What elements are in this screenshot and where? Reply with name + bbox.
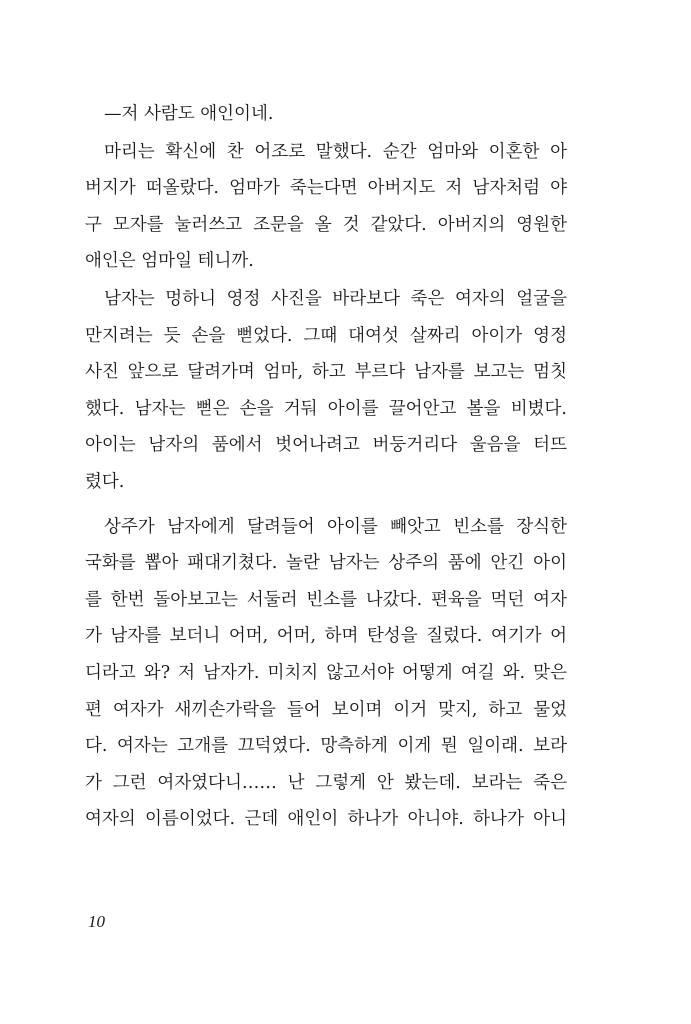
text-line: —저 사람도 애인이네. (104, 104, 274, 124)
text-line: 마리는 확신에 찬 어조로 말했다. 순간 엄마와 이혼한 아 (104, 141, 567, 162)
text-line: 구 모자를 눌러쓰고 조문을 올 것 같았다. 아버지의 영원한 (85, 214, 567, 235)
text-line: 상주가 남자에게 달려들어 아이를 빼앗고 빈소를 장식한 (104, 516, 567, 537)
paragraph (85, 134, 567, 280)
page-number: 10 (88, 912, 105, 931)
text-line: 애인은 엄마일 테니까. (85, 251, 254, 272)
body-text (85, 96, 567, 838)
text-line: 여자의 이름이었다. 근데 애인이 하나가 아니야. 하나가 아니 (85, 809, 567, 830)
paragraph (85, 509, 567, 838)
text-line: 남자는 멍하니 영정 사진을 바라보다 죽은 여자의 얼굴을 (104, 288, 567, 309)
text-line: 했다. 남자는 뻗은 손을 거둬 아이를 끌어안고 볼을 비볐다. (85, 398, 567, 419)
text-line: 국화를 뽑아 패대기쳤다. 놀란 남자는 상주의 품에 안긴 아이 (85, 553, 567, 574)
paragraph (85, 281, 567, 501)
text-line: 렸다. (85, 471, 125, 492)
text-line: 사진 앞으로 달려가며 엄마, 하고 부르다 남자를 보고는 멈칫 (85, 362, 567, 383)
text-line: 가 남자를 보더니 어머, 어머, 하며 탄성을 질렀다. 여기가 어 (85, 626, 567, 647)
text-line: 아이는 남자의 품에서 벗어나려고 버둥거리다 울음을 터뜨 (85, 435, 567, 456)
text-line: 가 그런 여자였다니…… 난 그렇게 안 봤는데. 보라는 죽은 (85, 772, 567, 793)
text-line: 를 한번 돌아보고는 서둘러 빈소를 나갔다. 편육을 먹던 여자 (85, 589, 567, 610)
text-line: 디라고 와? 저 남자가. 미치지 않고서야 어떻게 여길 와. 맞은 (85, 662, 567, 683)
text-line: 다. 여자는 고개를 끄덕였다. 망측하게 이게 뭔 일이래. 보라 (85, 736, 567, 757)
paragraph (85, 96, 567, 133)
text-line: 편 여자가 새끼손가락을 들어 보이며 이거 맞지, 하고 물었 (85, 699, 567, 720)
text-line: 만지려는 듯 손을 뻗었다. 그때 대여섯 살짜리 아이가 영정 (85, 325, 567, 346)
text-line: 버지가 떠올랐다. 엄마가 죽는다면 아버지도 저 남자처럼 야 (85, 178, 567, 199)
